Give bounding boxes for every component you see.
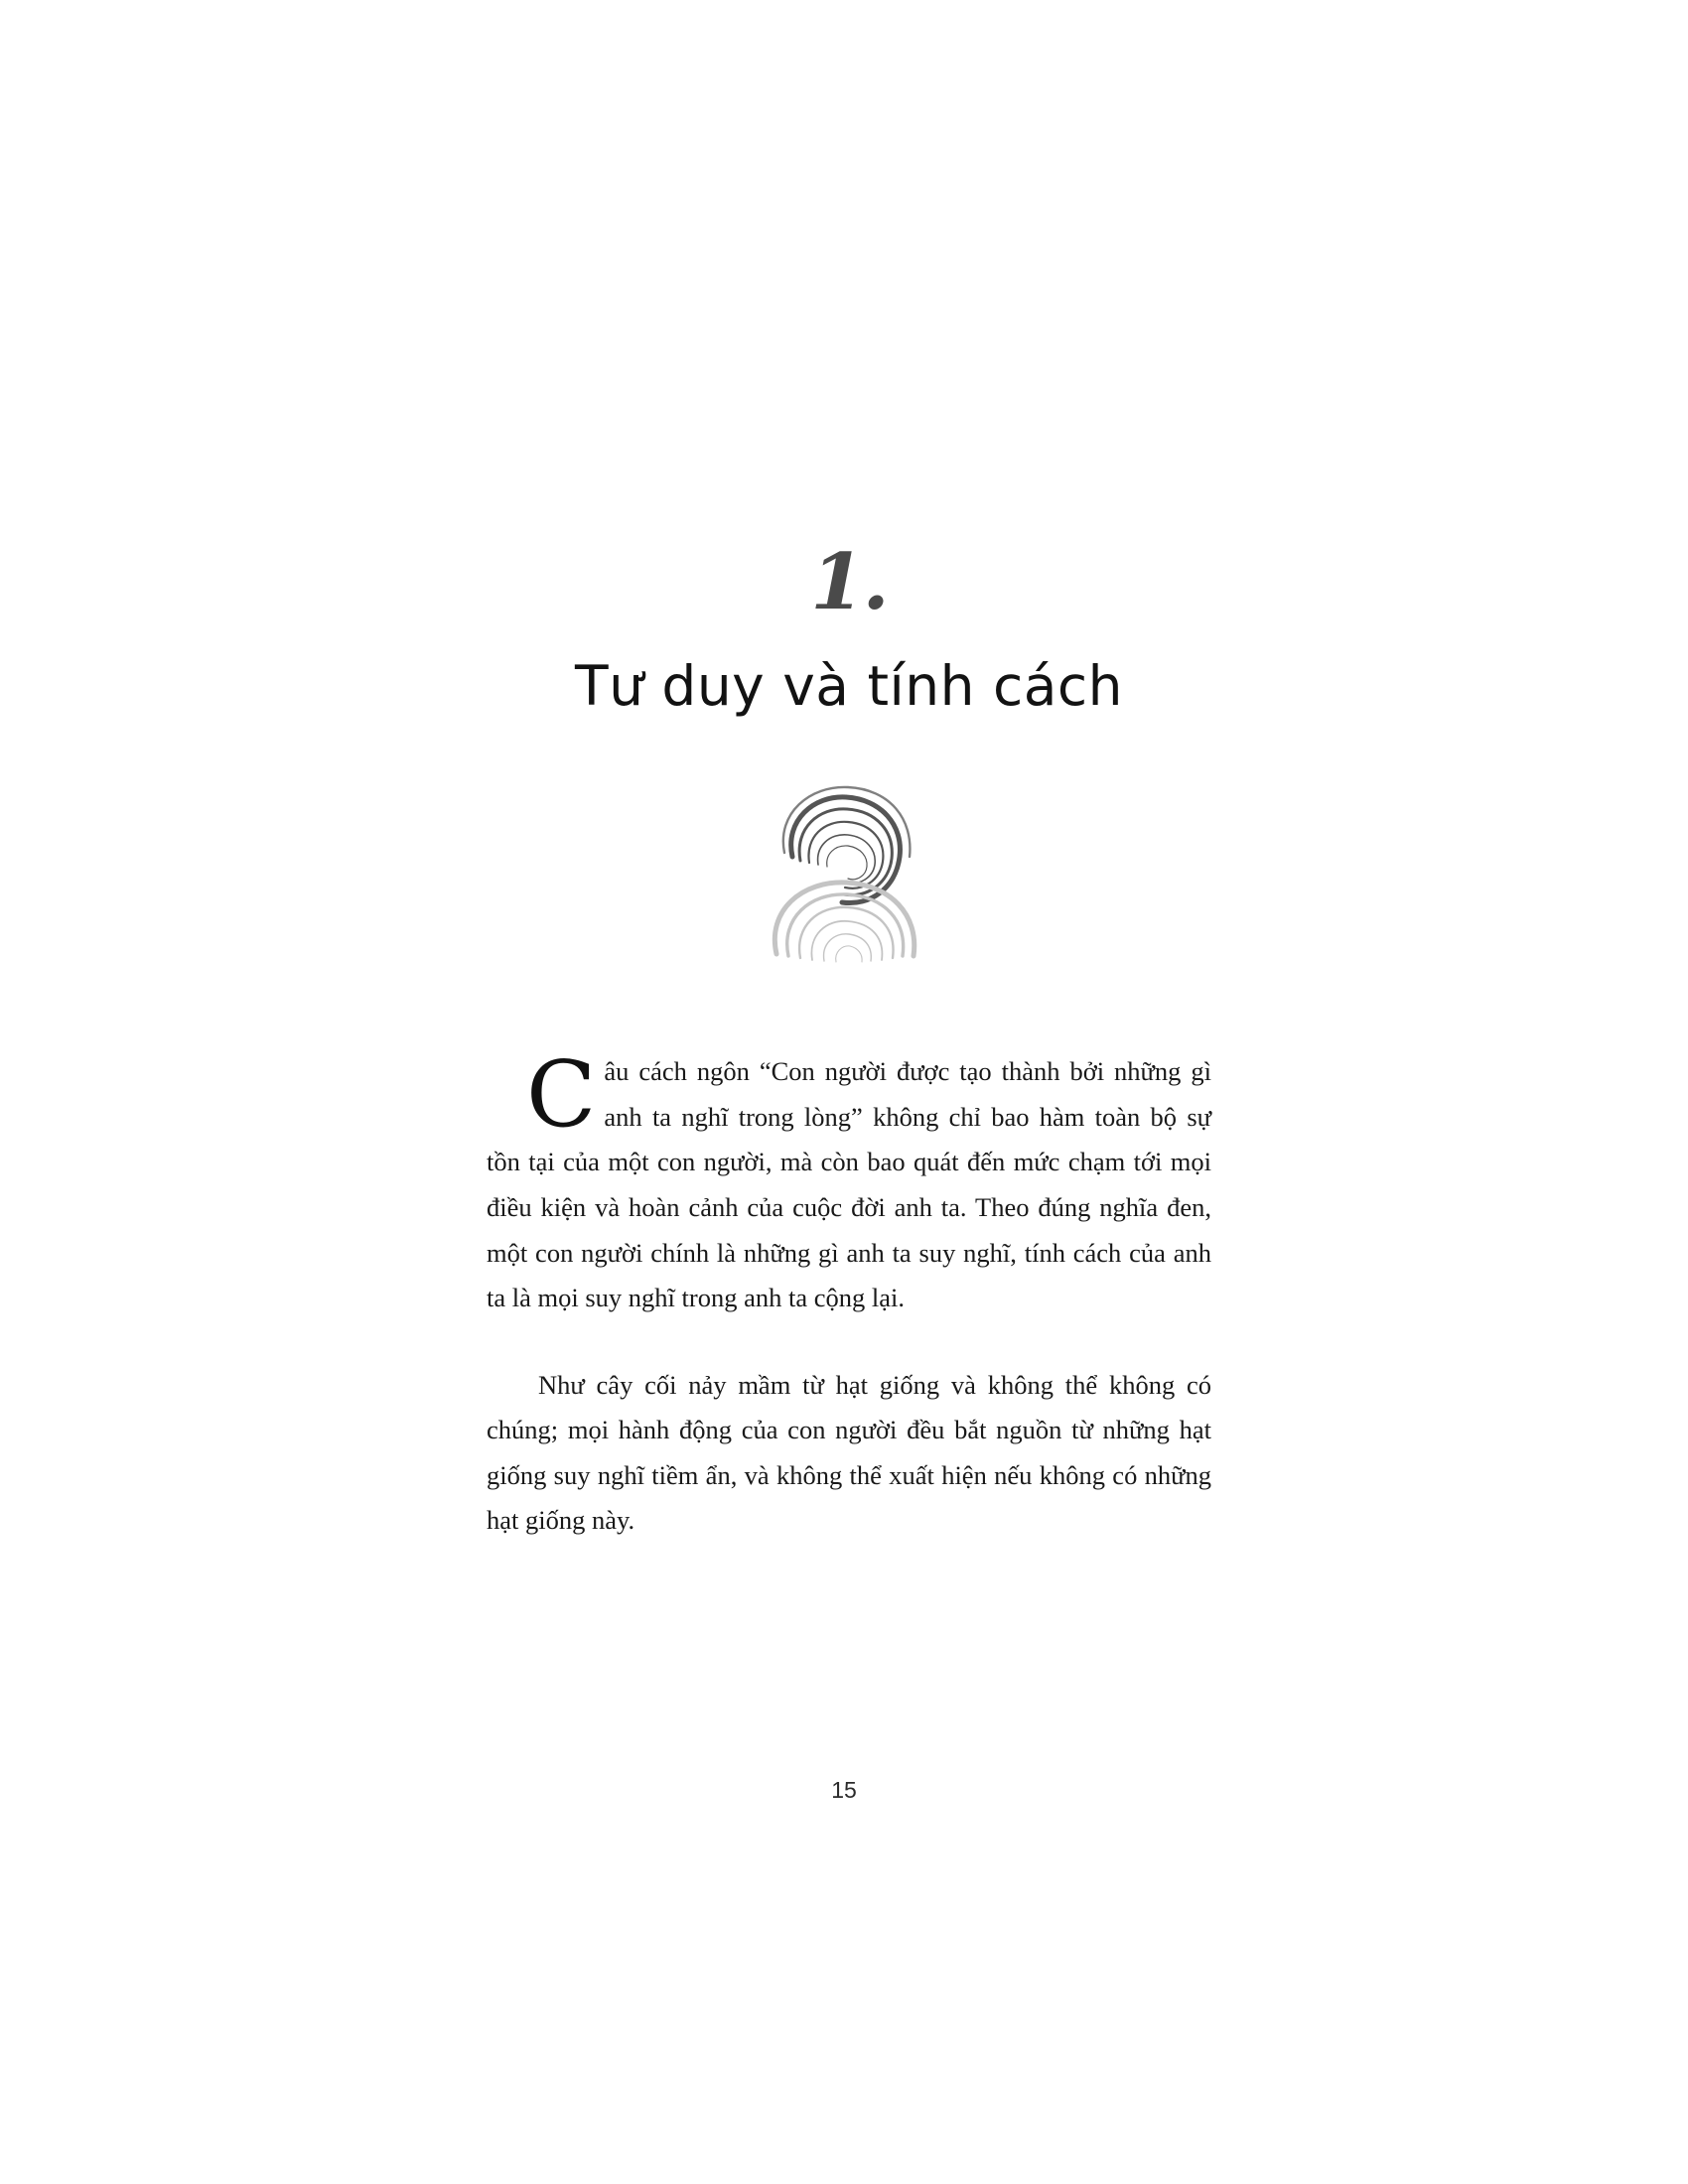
page-title: Tư duy và tính cách — [574, 654, 1124, 718]
paragraph: Như cây cối nảy mầm từ hạt giống và không thể không có chúng; mọi hành động của con người đều bắt nguồn từ những hạt giống suy nghĩ tiềm ẩn, và không thể xuất hiện nếu không có những hạt giống này. — [487, 1369, 1211, 1536]
page-number: 15 — [831, 1777, 857, 1803]
page-content-column — [487, 0, 1211, 2184]
paragraph — [487, 1041, 1211, 1320]
spiral-swirl-ornament — [715, 765, 983, 994]
paragraph-text: âu cách ngôn “Con người được tạo thành bởi những gì anh ta nghĩ trong lòng” không chỉ bao hàm toàn bộ sự tồn tại của một con người, mà còn bao quát đến mức chạm tới mọi điều kiện và hoàn cảnh của cuộc đời anh ta. Theo đúng nghĩa đen, một con người chính là những gì anh ta suy nghĩ, tính cách của anh ta là mọi suy nghĩ trong anh ta cộng lại. — [487, 1056, 1211, 1313]
drop-cap: C — [526, 1041, 597, 1149]
ornament-container — [487, 765, 1211, 994]
body-text — [487, 1041, 1211, 1544]
chapter-number: 1. — [810, 537, 888, 627]
